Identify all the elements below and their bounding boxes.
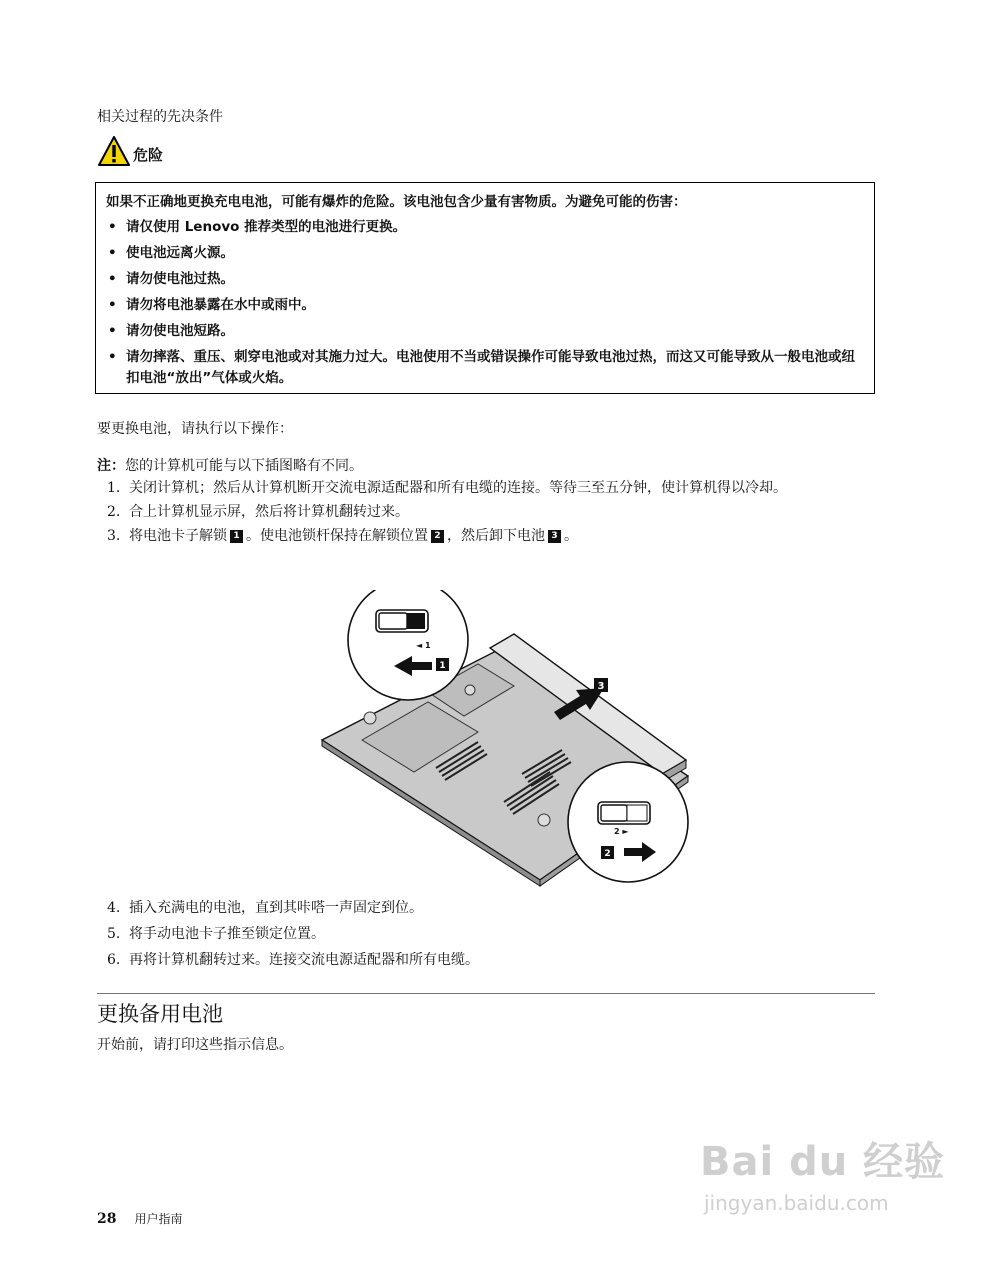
step-text: 关闭计算机；然后从计算机断开交流电源适配器和所有电缆的连接。等待三至五分钟，使计算机得以冷却。 [129, 480, 787, 496]
step3-text-3: ，然后卸下电池 [447, 528, 545, 544]
danger-item: • 请仅使用 Lenovo 推荐类型的电池进行更换。 [106, 217, 866, 238]
watermark-url: jingyan.baidu.com [704, 1191, 889, 1215]
battery-removal-illustration [318, 590, 690, 888]
latch1-label: ◄ 1 [416, 641, 431, 650]
step-text: 将手动电池卡子推至锁定位置。 [129, 926, 325, 942]
prereq-heading: 相关过程的先决条件 [97, 109, 223, 125]
step-number: 5. [107, 926, 121, 942]
procedure-intro: 要更换电池，请执行以下操作： [97, 421, 293, 437]
latch2-label: 2 ► [614, 827, 629, 836]
step-number: 4. [107, 900, 121, 916]
step-item [107, 478, 877, 498]
danger-item: • 请勿使电池短路。 [106, 321, 866, 342]
steps-list-bottom [107, 898, 877, 970]
danger-heading [97, 133, 163, 167]
page-footer [97, 1210, 183, 1227]
step-number: 2. [107, 504, 121, 520]
warning-triangle-icon [97, 135, 131, 167]
step-text: 合上计算机显示屏，然后将计算机翻转过来。 [129, 504, 409, 520]
latch-detail-2 [568, 762, 688, 882]
section-title: 更换备用电池 [97, 1002, 223, 1026]
doc-title: 用户指南 [134, 1212, 183, 1226]
callout-2: 2 [431, 530, 444, 543]
step-item [107, 502, 877, 522]
steps-list-top [107, 478, 877, 546]
section-divider [97, 993, 875, 994]
step-item [107, 898, 877, 918]
step-number: 3. [107, 528, 121, 544]
note [97, 455, 363, 475]
danger-item: • 使电池远离火源。 [106, 243, 866, 264]
step3-text-2: 。使电池锁杆保持在解锁位置 [246, 528, 428, 544]
step-text: 再将计算机翻转过来。连接交流电源适配器和所有电缆。 [129, 952, 479, 968]
danger-label: 危险 [133, 146, 164, 164]
page-number: 28 [97, 1211, 117, 1227]
fig-callout-1: 1 [439, 661, 446, 671]
danger-intro: 如果不正确地更换充电电池，可能有爆炸的危险。该电池包含少量有害物质。为避免可能的伤害： [106, 194, 687, 210]
step-number: 6. [107, 952, 121, 968]
danger-item: • 请勿使电池过热。 [106, 269, 866, 290]
step-text [129, 526, 877, 546]
danger-notice-box [95, 182, 875, 394]
danger-item: • 请勿将电池暴露在水中或雨中。 [106, 295, 866, 316]
danger-item: • 请勿摔落、重压、刺穿电池或对其施力过大。电池使用不当或错误操作可能导致电池过热，而这又可能导致从一般电池或纽扣电池“放出”气体或火焰。 [106, 347, 866, 389]
latch-detail-1 [348, 590, 468, 700]
step-item [107, 526, 877, 546]
callout-3: 3 [548, 530, 561, 543]
callout-1: 1 [230, 530, 243, 543]
fig-callout-2: 2 [604, 849, 611, 859]
step-number: 1. [107, 480, 121, 496]
danger-list [106, 217, 866, 389]
section-intro: 开始前，请打印这些指示信息。 [97, 1037, 293, 1053]
step3-text-1: 将电池卡子解锁 [129, 528, 227, 544]
step-item [107, 950, 877, 970]
note-label: 注： [97, 458, 125, 474]
step-item [107, 924, 877, 944]
note-text: 您的计算机可能与以下插图略有不同。 [125, 458, 363, 474]
baidu-watermark [700, 1130, 945, 1215]
watermark-brand: Bai du 经验 [700, 1139, 946, 1185]
step-text: 插入充满电的电池，直到其咔嗒一声固定到位。 [129, 900, 423, 916]
fig-callout-3: 3 [597, 681, 605, 692]
step3-text-4: 。 [564, 528, 578, 544]
